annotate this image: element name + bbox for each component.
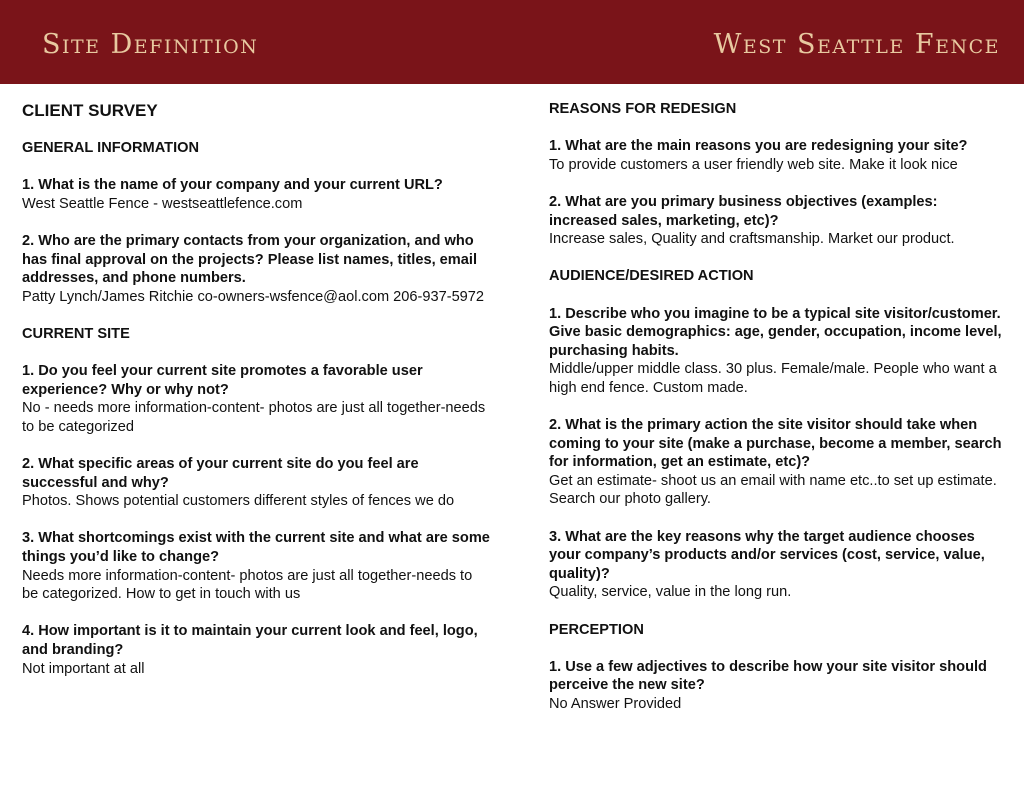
question-block	[22, 362, 492, 436]
section-heading-audience: AUDIENCE/DESIRED ACTION	[549, 268, 754, 285]
question-text: 1. Do you feel your current site promotes a favorable user experience? Why or why not?	[22, 363, 423, 398]
section-heading-perception: PERCEPTION	[549, 621, 644, 638]
question-block	[22, 455, 492, 511]
question-text: 3. What shortcomings exist with the current site and what are some things you’d like to change?	[22, 530, 490, 566]
question-text: 2. What specific areas of your current site do you feel are successful and why?	[22, 456, 419, 491]
answer-text: Increase sales, Quality and craftsmanship. Market our product.	[549, 231, 955, 248]
left-column	[22, 100, 492, 697]
answer-text: Patty Lynch/James Ritchie co-owners-wsfence@aol.com 206-937-5972	[22, 288, 485, 305]
question-text: 1. Use a few adjectives to describe how your site visitor should perceive the new site?	[549, 658, 987, 694]
question-block	[549, 305, 1009, 398]
section-heading-redesign: REASONS FOR REDESIGN	[549, 101, 737, 117]
section-heading-general: GENERAL INFORMATION	[22, 140, 200, 156]
header-title-left: Site Definition	[42, 29, 259, 60]
question-block	[22, 622, 492, 678]
answer-text: Needs more information-content- photos are just all together-needs to be categorized. How to get in touch with us	[22, 567, 473, 603]
question-text: 1. Describe who you imagine to be a typical site visitor/customer. Give basic demographics: age, gender, occupation, income level, purchasing habits.	[549, 305, 1002, 359]
question-block	[549, 193, 1009, 249]
answer-text: No - needs more information-content- photos are just all together-needs to be categorized	[22, 400, 486, 435]
question-text: 4. How important is it to maintain your current look and feel, logo, and branding?	[22, 623, 478, 659]
answer-text: Middle/upper middle class. 30 plus. Female/male. People who want a high end fence. Custom made.	[549, 361, 997, 396]
answer-text: No Answer Provided	[549, 696, 682, 712]
survey-title: CLIENT SURVEY	[22, 101, 158, 120]
answer-text: To provide customers a user friendly web site. Make it look nice	[549, 156, 958, 173]
question-text: 1. What is the name of your company and your current URL?	[22, 177, 443, 194]
question-text: 3. What are the key reasons why the target audience chooses your company’s products and/or services (cost, service, value, quality)?	[549, 528, 985, 582]
question-text: 2. What are you primary business objectives (examples: increased sales, marketing, etc)?	[549, 193, 938, 229]
right-column	[549, 100, 1009, 732]
page-header	[0, 0, 1024, 84]
question-block	[22, 232, 492, 306]
question-block	[549, 528, 1009, 602]
section-heading-current-site: CURRENT SITE	[22, 325, 130, 342]
question-text: 2. What is the primary action the site visitor should take when coming to your site (make a purchase, become a member, search for information, get an estimate, etc)?	[549, 417, 1002, 471]
header-title-right: West Seattle Fence	[713, 29, 1000, 60]
answer-text: Photos. Shows potential customers different styles of fences we do	[22, 493, 455, 510]
answer-text: Quality, service, value in the long run.	[549, 584, 792, 601]
question-block	[549, 137, 1009, 174]
question-block	[22, 176, 492, 213]
question-text: 2. Who are the primary contacts from your organization, and who has final approval on the projects? Please list names, titles, email addresses, and phone numbers.	[22, 232, 477, 287]
question-block	[549, 416, 1009, 509]
question-text: 1. What are the main reasons you are redesigning your site?	[549, 138, 968, 155]
answer-text: Get an estimate- shoot us an email with name etc..to set up estimate. Search our photo gallery.	[549, 472, 997, 508]
question-block	[22, 529, 492, 603]
question-block	[549, 658, 1009, 714]
answer-text: West Seattle Fence - westseattlefence.com	[22, 195, 303, 212]
answer-text: Not important at all	[22, 660, 145, 677]
